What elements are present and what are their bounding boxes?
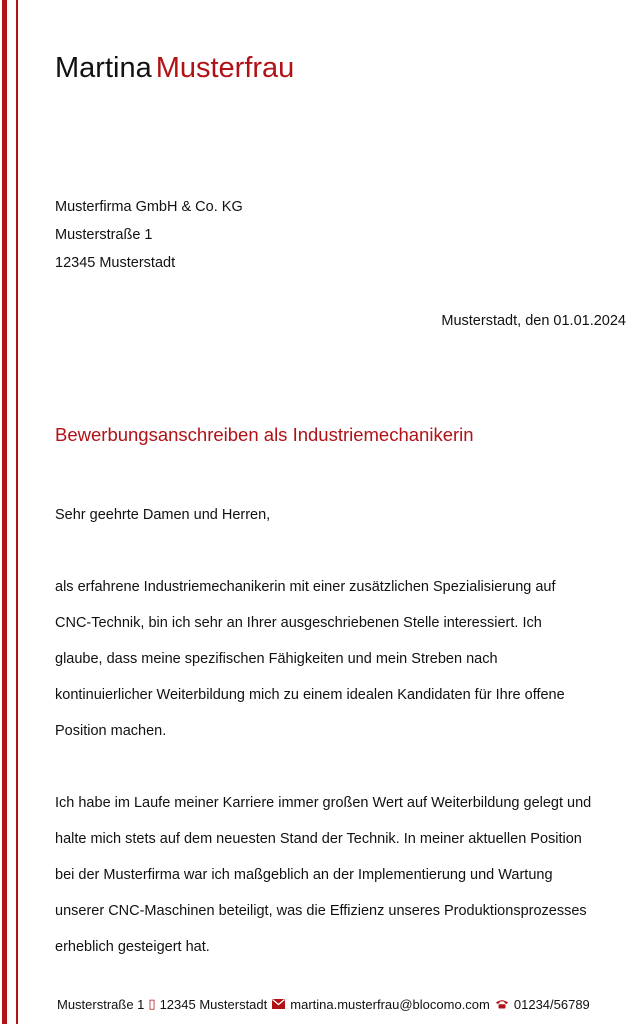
salutation: Sehr geehrte Damen und Herren, <box>55 507 271 523</box>
envelope-icon <box>272 999 285 1009</box>
footer-separator: ▯ <box>148 996 156 1011</box>
paragraph-line: Ich habe im Laufe meiner Karriere immer großen Wert auf Weiterbildung gelegt und <box>55 795 592 811</box>
recipient-address <box>55 193 243 277</box>
paragraph-line: CNC-Technik, bin ich sehr an Ihrer ausgeschriebenen Stelle interessiert. Ich <box>55 615 542 631</box>
paragraph-line: als erfahrene Industriemechanikerin mit einer zusätzlichen Spezialisierung auf <box>55 579 556 595</box>
body-paragraph-1 <box>55 569 628 749</box>
recipient-city: 12345 Musterstadt <box>55 255 176 271</box>
body-paragraph-2 <box>55 785 628 965</box>
footer-phone[interactable]: 01234/56789 <box>513 996 590 1012</box>
phone-icon <box>495 999 509 1009</box>
sender-first-name: Martina <box>55 52 152 84</box>
date-line: Musterstadt, den 01.01.2024 <box>441 313 626 329</box>
paragraph-line: glaube, dass meine spezifischen Fähigkeiten und mein Streben nach <box>55 651 498 667</box>
footer-city: 12345 Musterstadt <box>159 996 268 1012</box>
footer-email[interactable]: martina.musterfrau@blocomo.com <box>290 996 490 1012</box>
subject-line: Bewerbungsanschreiben als Industriemechanikerin <box>55 424 474 445</box>
footer-street: Musterstraße 1 <box>57 996 145 1012</box>
recipient-street: Musterstraße 1 <box>55 227 153 243</box>
paragraph-line: unserer CNC-Maschinen beteiligt, was die Effizienz unseres Produktionsprozesses <box>55 903 587 919</box>
sender-name <box>55 52 294 85</box>
left-accent-bar-thick <box>2 0 7 1024</box>
footer-contact <box>57 996 590 1012</box>
left-accent-bar-thin <box>16 0 18 1024</box>
sender-last-name: Musterfrau <box>155 52 295 84</box>
recipient-company: Musterfirma GmbH & Co. KG <box>55 199 243 215</box>
paragraph-line: bei der Musterfirma war ich maßgeblich an der Implementierung und Wartung <box>55 867 553 883</box>
paragraph-line: erheblich gesteigert hat. <box>55 939 210 955</box>
paragraph-line: Position machen. <box>55 723 167 739</box>
paragraph-line: halte mich stets auf dem neuesten Stand der Technik. In meiner aktuellen Position <box>55 831 582 847</box>
paragraph-line: kontinuierlicher Weiterbildung mich zu einem idealen Kandidaten für Ihre offene <box>55 687 565 703</box>
